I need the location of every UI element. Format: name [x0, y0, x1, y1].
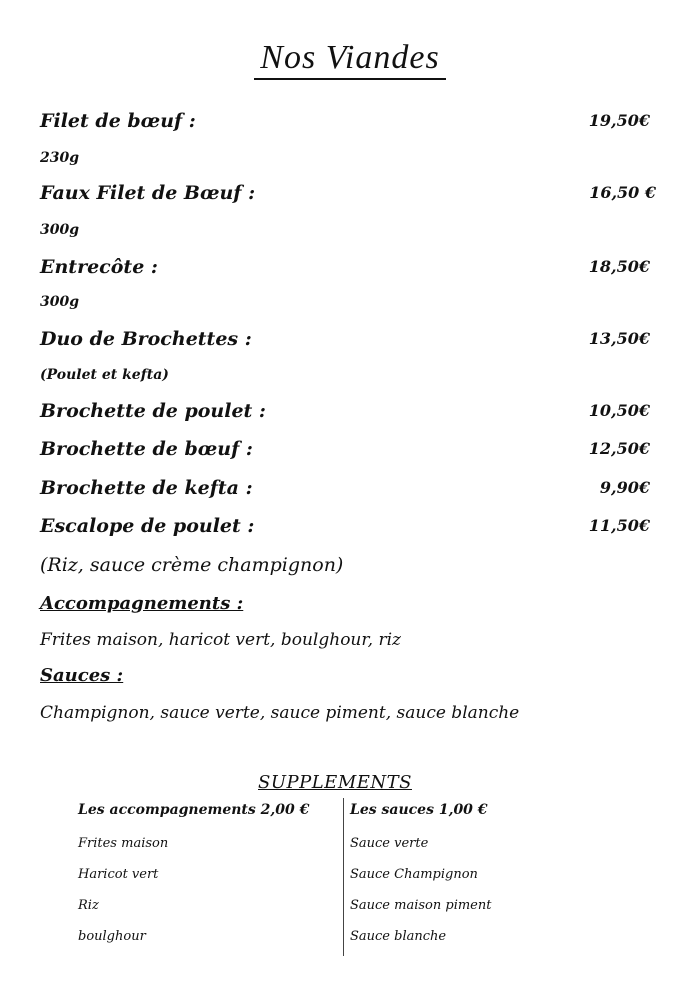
menu-item-filet-de-boeuf: [40, 106, 660, 136]
list-item: boulghour: [78, 929, 146, 944]
column-divider: [343, 798, 344, 956]
item-weight: 230g: [40, 150, 80, 166]
supplements-title: SUPPLEMENTS: [258, 772, 412, 793]
supplements-accompagnements-header: Les accompagnements 2,00 €: [78, 802, 310, 818]
sauces-text: Champignon, sauce verte, sauce piment, sauce blanche: [40, 703, 520, 723]
page-title-text: Nos Viandes: [254, 39, 445, 80]
menu-item-entrecote: [40, 252, 660, 282]
sauces-heading: Sauces :: [40, 665, 124, 686]
item-name: Faux Filet de Bœuf :: [40, 182, 256, 204]
menu-item-escalope-poulet: [40, 511, 660, 541]
supplements-sauces-list: [350, 828, 590, 952]
item-price: 10,50€: [588, 401, 650, 420]
list-item: Frites maison: [78, 836, 169, 851]
supplements-sauces-header: Les sauces 1,00 €: [350, 802, 488, 818]
supplements-accompagnements-column: [78, 798, 338, 952]
item-weight: 300g: [40, 222, 80, 238]
item-name: Brochette de kefta :: [40, 477, 253, 499]
item-price: 9,90€: [599, 478, 650, 497]
list-item: Sauce verte: [350, 836, 429, 851]
escalope-note: (Riz, sauce crème champignon): [40, 554, 344, 576]
list-item: Riz: [78, 898, 99, 913]
supplements-accompagnements-list: [78, 828, 338, 952]
item-price: 11,50€: [588, 516, 650, 535]
list-item: Sauce maison piment: [350, 898, 492, 913]
menu-item-duo-brochettes: [40, 324, 660, 354]
item-name: Brochette de bœuf :: [40, 438, 253, 460]
item-name: Escalope de poulet :: [40, 515, 255, 537]
item-name: Entrecôte :: [40, 256, 158, 278]
accompagnements-text: Frites maison, haricot vert, boulghour, riz: [40, 630, 401, 650]
item-price: 19,50€: [588, 111, 650, 130]
list-item: Sauce Champignon: [350, 867, 478, 882]
item-price: 13,50€: [588, 329, 650, 348]
menu-item-faux-filet: [40, 178, 660, 208]
list-item: Haricot vert: [78, 867, 159, 882]
item-name: Brochette de poulet :: [40, 400, 266, 422]
item-price: 12,50€: [588, 439, 650, 458]
page-title: [0, 38, 700, 78]
menu-item-brochette-poulet: [40, 396, 660, 426]
item-price: 18,50€: [588, 257, 650, 276]
menu-item-brochette-boeuf: [40, 434, 660, 464]
list-item: Sauce blanche: [350, 929, 447, 944]
accompagnements-heading: Accompagnements :: [40, 593, 244, 614]
item-composition: (Poulet et kefta): [40, 367, 169, 383]
item-name: Filet de bœuf :: [40, 110, 196, 132]
item-price: 16,50 €: [589, 183, 656, 202]
menu-item-brochette-kefta: [40, 473, 660, 503]
supplements-sauces-column: [350, 798, 590, 952]
item-name: Duo de Brochettes :: [40, 328, 252, 350]
item-weight: 300g: [40, 294, 80, 310]
